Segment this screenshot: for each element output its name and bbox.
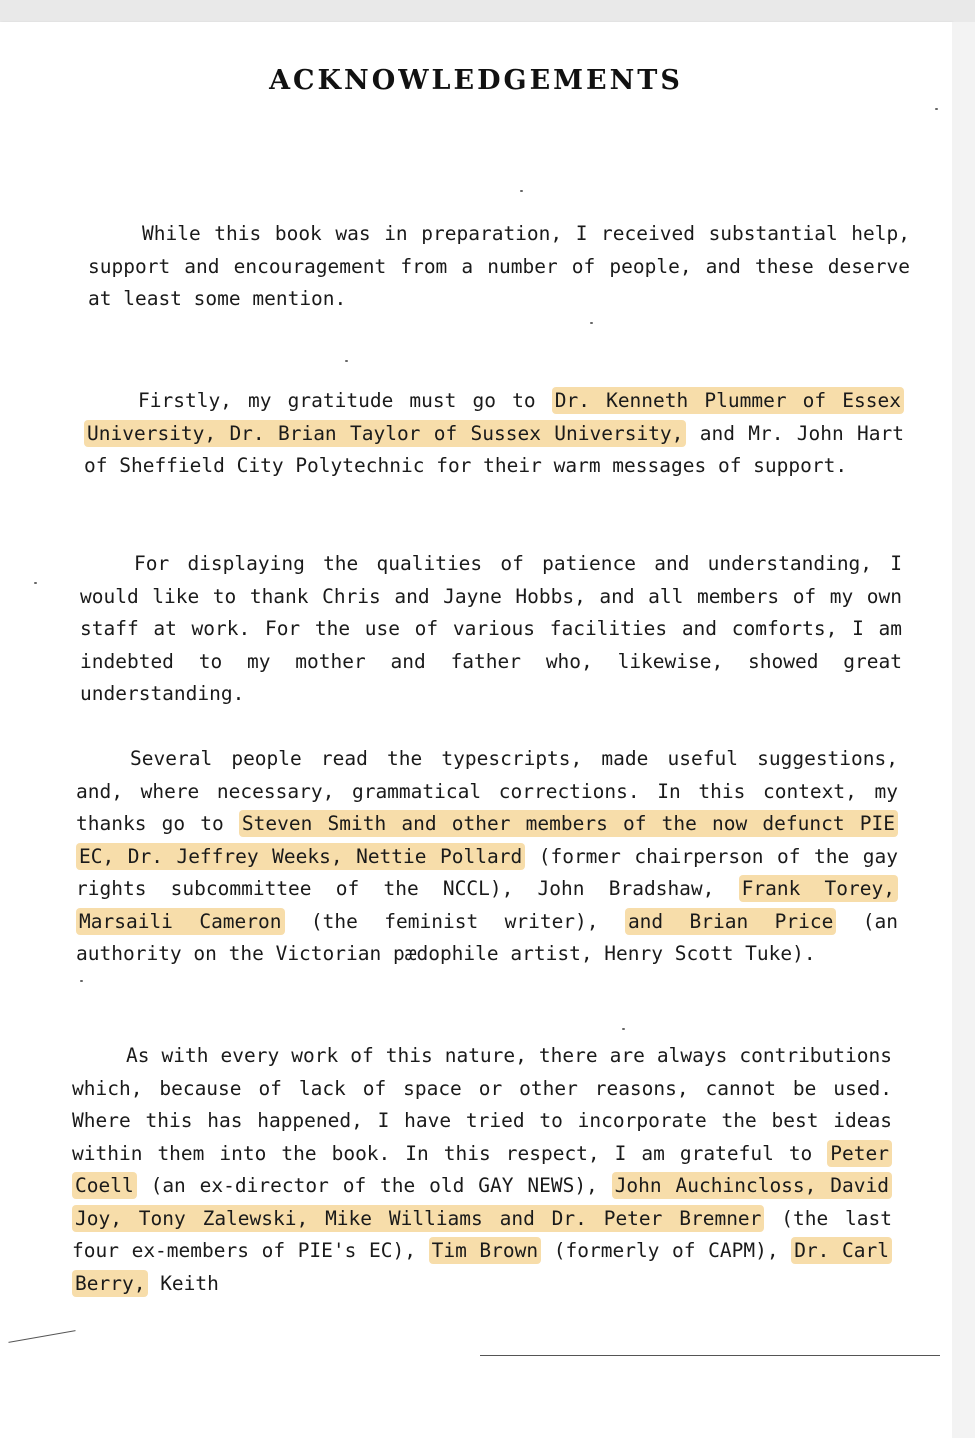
text-segment: (the last four ex-members of PIE's EC), bbox=[72, 1206, 892, 1262]
text-segment: (an authority on the Victorian pædophile artist, Henry Scott Tuke). bbox=[76, 909, 898, 965]
page-edge bbox=[952, 22, 975, 1438]
text-segment: Firstly, my gratitude must go to bbox=[138, 389, 552, 412]
paragraph-gratitude bbox=[84, 385, 904, 483]
text-segment: (former chairperson of the gay rights subcommittee of the NCCL), John Bradshaw, bbox=[76, 844, 898, 900]
scan-speck bbox=[520, 190, 523, 192]
page-footer-rule bbox=[480, 1355, 940, 1356]
text-segment: and Mr. John Hart of Sheffield City Polytechnic for their warm messages of support. bbox=[84, 421, 904, 477]
text-segment: (the feminist writer), bbox=[284, 909, 625, 933]
paragraph-intro bbox=[88, 218, 910, 316]
highlighted-name: Frank Torey, Marsaili Cameron bbox=[76, 875, 898, 935]
highlighted-name: Steven Smith and other members of the now defunct PIE EC, Dr. Jeffrey Weeks, Nettie Pollard bbox=[76, 810, 898, 870]
highlighted-name: Peter Coell bbox=[72, 1140, 892, 1200]
scan-speck bbox=[622, 1028, 625, 1030]
text-segment: While this book was in preparation, I received substantial help, support and encouragement from a number of people, and these deserve at least some mention. bbox=[88, 222, 910, 310]
text-segment: Several people read the typescripts, made useful suggestions, and, where necessary, grammatical corrections. In this context, my thanks go to bbox=[76, 747, 898, 835]
top-band bbox=[0, 0, 975, 22]
scan-speck bbox=[345, 360, 348, 362]
text-segment: For displaying the qualities of patience and understanding, I would like to thank Chris and Jayne Hobbs, and all members of my own staff at work. For the use of various facilities and comforts, I am indebted to my mother and father who, likewise, showed great understanding. bbox=[80, 552, 902, 705]
scan-speck bbox=[80, 980, 83, 982]
text-segment: As with every work of this nature, there are always contributions which, because of lack of space or other reasons, cannot be used. Where this has happened, I have tried to incorporate the best ideas within them into the book. In this respect, I am grateful to bbox=[72, 1044, 892, 1165]
highlighted-name: Dr. Carl Berry, bbox=[72, 1237, 892, 1297]
highlighted-name: and Brian Price bbox=[625, 908, 836, 935]
paragraph-contributions bbox=[72, 1040, 892, 1300]
highlighted-name: Dr. Kenneth Plummer of Essex University, Dr. Brian Taylor of Sussex University, bbox=[84, 387, 904, 447]
page-title: ACKNOWLEDGEMENTS bbox=[269, 65, 683, 96]
highlighted-name: John Auchincloss, David Joy, Tony Zalewski, Mike Williams and Dr. Peter Bremner bbox=[72, 1172, 892, 1232]
scan-speck bbox=[935, 108, 938, 110]
text-segment: (an ex-director of the old GAY NEWS), bbox=[136, 1174, 612, 1197]
scan-speck bbox=[34, 582, 37, 584]
scan-speck bbox=[590, 322, 593, 324]
highlighted-name: Tim Brown bbox=[429, 1237, 542, 1264]
text-segment: Keith bbox=[148, 1271, 219, 1295]
paragraph-patience bbox=[80, 548, 902, 711]
text-segment: (formerly of CAPM), bbox=[541, 1239, 792, 1262]
paragraph-typescripts bbox=[76, 743, 898, 971]
